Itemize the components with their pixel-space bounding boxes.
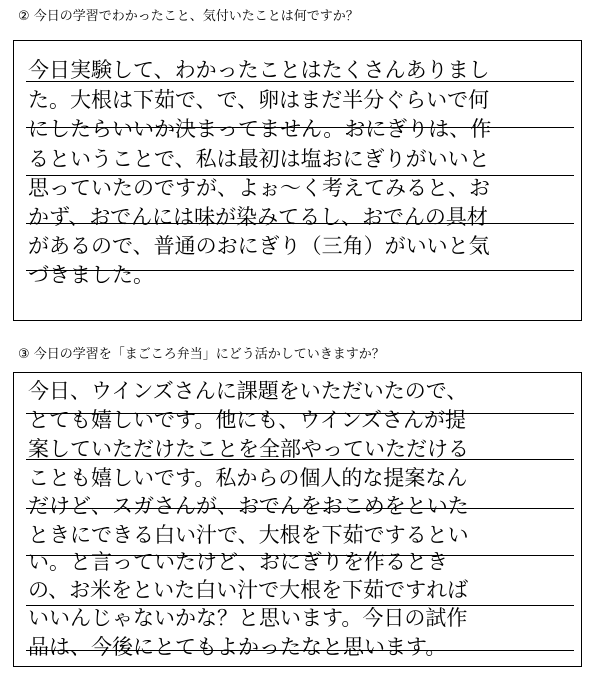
question-2-label: ② 今日の学習でわかったこと、気付いたことは何ですか？ <box>18 9 359 24</box>
answer-2-line: かず、おでんには味が染みてるし、おでんの具材 <box>28 205 488 229</box>
answer-3-line: いいんじゃないかな？と思います。今日の試作 <box>28 606 468 630</box>
answer-2-line: づきました。 <box>28 263 154 287</box>
answer-3-line: ときにできる白い汁で、大根を下茹でするとい <box>28 523 469 547</box>
answer-3-line: とても嬉しいです。他にも、ウインズさんが提 <box>28 408 467 432</box>
answer-2-line: た。大根は下茹で、で、卵はまだ半分ぐらいで何 <box>28 88 490 112</box>
answer-3-line: 品は、今後にとてもよかったなと思います。 <box>28 635 447 659</box>
answer-2-line: 思っていたのですが、よぉ～く考えてみると、お <box>28 176 490 200</box>
answer-2-line: にしたらいいか決まってません。おにぎりは、作 <box>28 117 492 141</box>
answer-2-line: 今日実験して、わかったことはたくさんありまし <box>28 58 490 82</box>
answer-3-line: 今日、ウインズさんに課題をいただいたので、 <box>28 379 468 403</box>
answer-3-line: 案していただけたことを全部やっていただける <box>28 437 469 461</box>
answer-2-line: があるので、普通のおにぎり（三角）がいいと気 <box>28 234 490 258</box>
answer-3-line: の、お米をといた白い汁で大根を下茹ですれば <box>28 578 469 602</box>
question-3-label: ③ 今日の学習を「まごころ弁当」にどう活かしていきますか？ <box>18 347 385 362</box>
answer-3-line: い。と言っていたけど、おにぎりを作るとき <box>28 550 448 574</box>
answer-3-line: ことも嬉しいです。私からの個人的な提案なん <box>28 466 468 490</box>
answer-2-line: るということで、私は最初は塩おにぎりがいいと <box>28 147 490 171</box>
answer-3-line: だけど、スガさんが、おでんをおこめをといた <box>28 494 469 518</box>
